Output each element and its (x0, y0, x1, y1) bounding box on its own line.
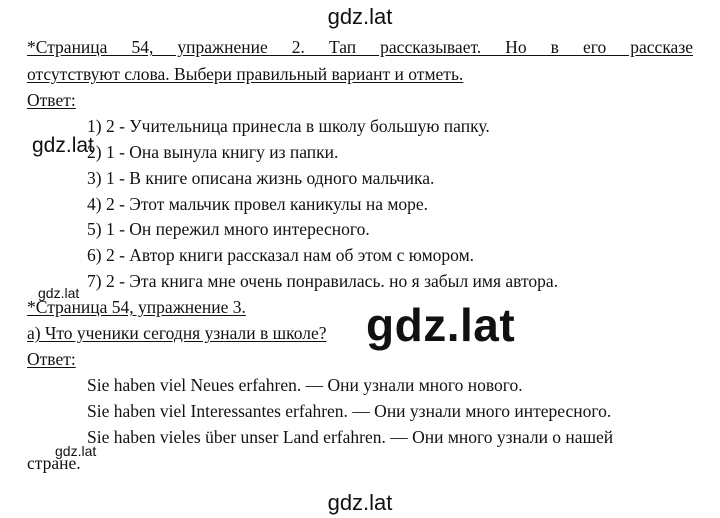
task1-heading-line1 (27, 36, 693, 58)
task1-item: 3) 1 - В книге описана жизнь одного мальчика. (87, 168, 435, 188)
task1-answer-label: Ответ: (27, 90, 76, 110)
task2-question: а) Что ученики сегодня узнали в школе? (27, 323, 327, 343)
task1-heading-line2: отсутствуют слова. Выбери правильный вариант и отметь. (27, 64, 464, 84)
watermark-small1: gdz.lat (38, 285, 80, 301)
task2-line: стране. (27, 453, 81, 473)
task1-item: 4) 2 - Этот мальчик провел каникулы на море. (87, 194, 429, 214)
task1-item: 6) 2 - Автор книги рассказал нам об этом с юмором. (87, 245, 475, 265)
task1-item: 5) 1 - Он пережил много интересного. (87, 219, 370, 239)
task2-answer-label: Ответ: (27, 349, 76, 369)
watermark-top: gdz.lat (327, 4, 393, 29)
task1-item: 1) 2 - Учительница принесла в школу большую папку. (87, 116, 490, 136)
task2-line: Sie haben viel Interessantes erfahren. — Они узнали много интересного. (87, 401, 612, 421)
task2-heading: *Страница 54, упражнение 3. (27, 297, 246, 317)
task1-item: 7) 2 - Эта книга мне очень понравилась. но я забыл имя автора. (87, 271, 559, 291)
task2-line: Sie haben vieles über unser Land erfahren. — Они много узнали о нашей (87, 427, 614, 447)
task1-heading-line1-text: *Страница 54, упражнение 2. Тап рассказывает. Но в его рассказе (27, 37, 693, 57)
task1-item: 2) 1 - Она вынула книгу из папки. (87, 142, 339, 162)
watermark-bottom: gdz.lat (327, 490, 393, 515)
watermark-big: gdz.lat (366, 299, 516, 351)
task2-line: Sie haben viel Neues erfahren. — Они узнали много нового. (87, 375, 523, 395)
watermark-small2: gdz.lat (55, 443, 97, 459)
watermark-left: gdz.lat (32, 134, 94, 157)
